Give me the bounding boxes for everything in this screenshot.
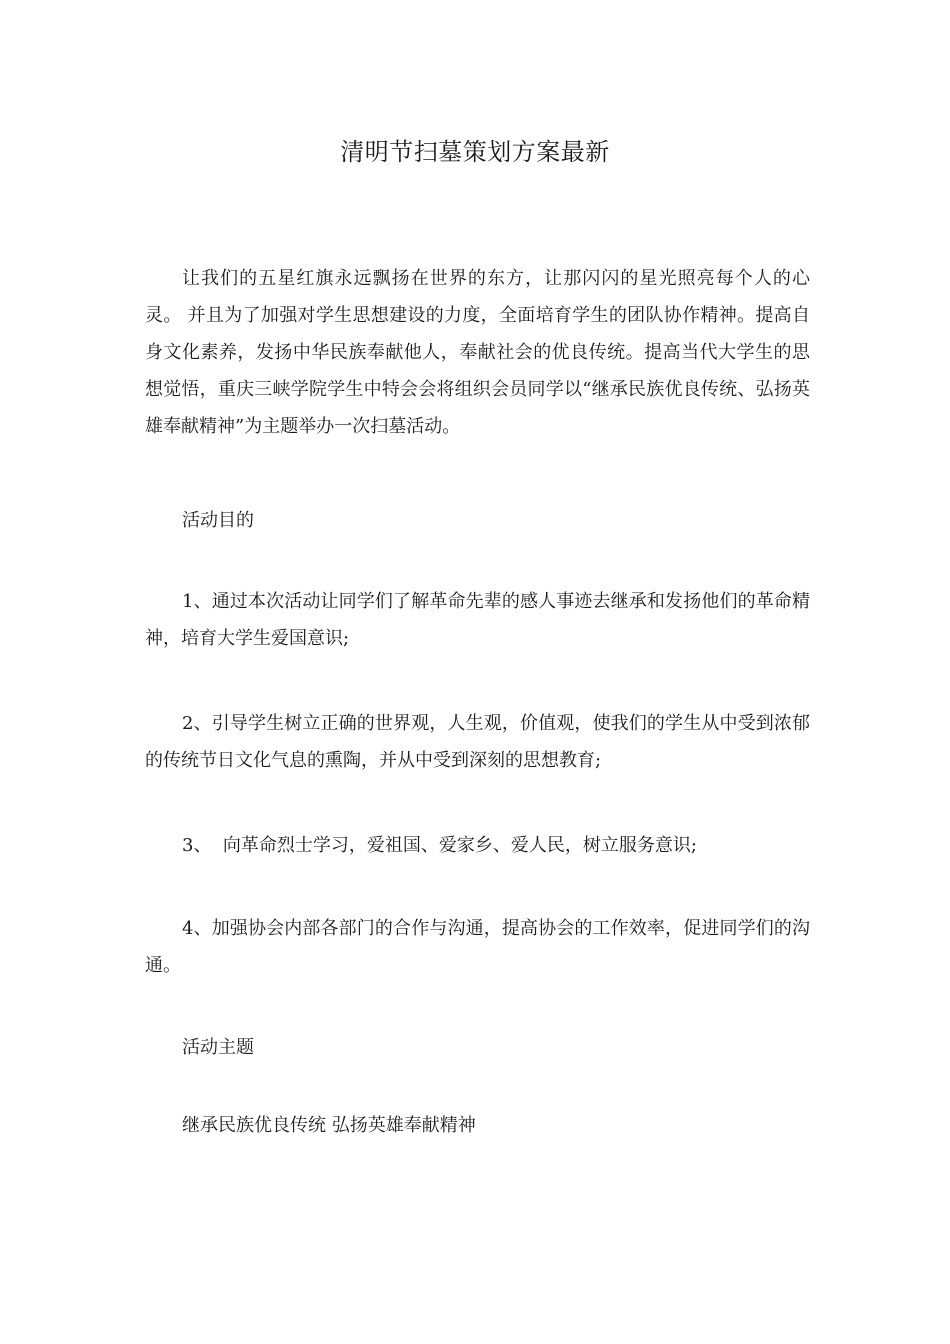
intro-paragraph: 让我们的五星红旗永远飘扬在世界的东方，让那闪闪的星光照亮每个人的心灵。 并且为了加强对学生思想建设的力度，全面培育学生的团队协作精神。提高自身文化素养，发扬中华民族奉献他人，奉献社会的优良传统。提高当代大学生的思想觉悟，重庆三峡学院学生中特会会将组织会员同学以“继承民族优良传统、弘扬英雄奉献精神”为主题举办一次扫墓活动。 — [145, 268, 810, 437]
theme-text: 继承民族优良传统 弘扬英雄奉献精神 — [182, 1115, 476, 1136]
purpose-item-4: 4、加强协会内部各部门的合作与沟通，提高协会的工作效率，促进同学们的沟通。 — [145, 918, 810, 976]
document-title: 清明节扫墓策划方案最新 — [340, 138, 610, 166]
purpose-item-1: 1、通过本次活动让同学们了解革命先辈的感人事迹去继承和发扬他们的革命精神，培育大学生爱国意识; — [145, 591, 810, 649]
purpose-heading: 活动目的 — [182, 510, 254, 531]
purpose-item-3: 3、 向革命烈士学习，爱祖国、爱家乡、爱人民，树立服务意识; — [182, 835, 697, 856]
theme-heading: 活动主题 — [182, 1037, 254, 1058]
purpose-item-2: 2、引导学生树立正确的世界观，人生观，价值观，使我们的学生从中受到浓郁的传统节日文化气息的熏陶，并从中受到深刻的思想教育; — [145, 713, 810, 771]
